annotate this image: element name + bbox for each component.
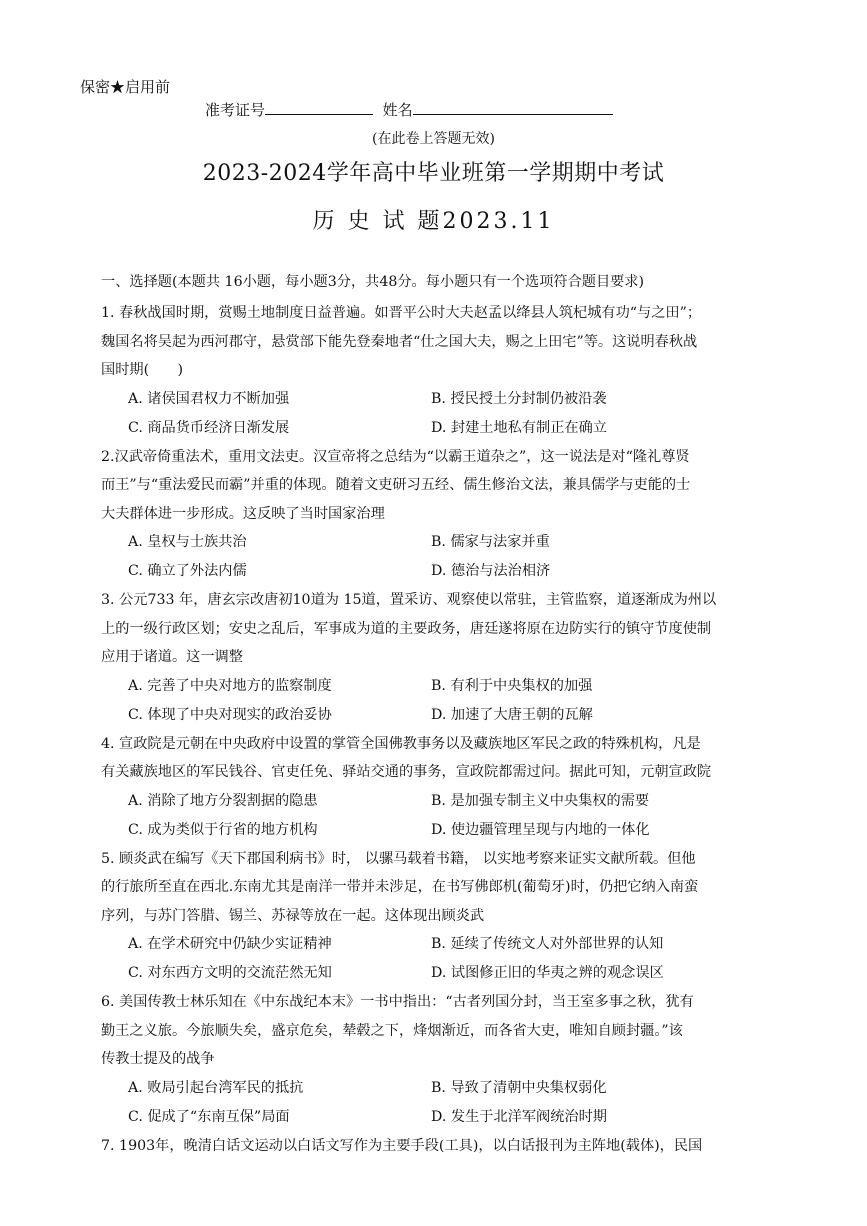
- candidate-info-line: [205, 99, 613, 120]
- question-5: [101, 845, 769, 989]
- option-d[interactable]: D. 德治与法治相济: [431, 563, 551, 579]
- question-stem-line: 国时期( ): [101, 362, 184, 378]
- option-d[interactable]: D. 发生于北洋军阀统治时期: [431, 1108, 607, 1125]
- section-heading: 一、选择题(本题共 16小题，每小题3分，共48分。每小题只有一个选项符合题目要求): [101, 274, 645, 290]
- question-stem-line: 1. 春秋战国时期，赏赐土地制度日益普遍。如晋平公时大夫赵孟以绛县人筑杞城有功“与之田”；: [101, 305, 702, 321]
- question-options: [101, 672, 769, 730]
- name-field[interactable]: [413, 100, 613, 115]
- option-b[interactable]: B. 儒家与法家并重: [431, 534, 550, 550]
- question-stem-line: 2.汉武帝倚重法术，重用文法吏。汉宣帝将之总结为“以霸王道杂之”，这一说法是对“隆礼尊贤: [101, 448, 690, 465]
- option-b[interactable]: B. 有利于中央集权的加强: [431, 677, 593, 694]
- question-3: [101, 586, 769, 730]
- option-d[interactable]: D. 封建土地私有制正在确立: [431, 419, 607, 436]
- question-stem-line: 应用于诸道。这一调整: [101, 649, 243, 665]
- option-c[interactable]: C. 促成了“东南互保”局面: [128, 1108, 290, 1125]
- answer-notice: (在此卷上答题无效): [372, 131, 495, 147]
- question-stem-line: 3. 公元733 年，唐玄宗改唐初10道为 15道，置采访、观察使以常驻，主管监察，道逐渐成为州以: [101, 592, 717, 608]
- question-2: [101, 443, 769, 587]
- option-d[interactable]: D. 试图修正旧的华夷之辨的观念误区: [431, 965, 664, 981]
- option-a[interactable]: A. 在学术研究中仍缺少实证精神: [128, 936, 332, 952]
- option-a[interactable]: A. 诸侯国君权力不断加强: [128, 390, 290, 407]
- question-stem-line: 序列，与苏门答腊、锡兰、苏禄等放在一起。这体现出顾炎武: [101, 907, 485, 924]
- question-stem-line: 5. 顾炎武在编写《天下郡国利病书》时， 以骡马载着书籍， 以实地考察来证实文献所载。但他: [101, 850, 696, 867]
- option-c[interactable]: C. 对东西方文明的交流茫然无知: [128, 965, 332, 981]
- question-stem-line: 而王”与“重法爱民而霸”并重的体现。随着文吏研习五经、儒生修治文法，兼具儒学与吏能的士: [101, 477, 691, 493]
- exam-id-label: 准考证号: [205, 101, 266, 119]
- exam-title: 2023-2024学年高中毕业班第一学期期中考试: [202, 161, 665, 186]
- question-list: [101, 299, 769, 1160]
- question-options: [101, 787, 769, 845]
- option-b[interactable]: B. 延续了传统文人对外部世界的认知: [431, 936, 664, 952]
- option-c[interactable]: C. 确立了外法内儒: [128, 563, 247, 579]
- option-c[interactable]: C. 成为类似于行省的地方机构: [128, 821, 318, 838]
- option-b[interactable]: B. 是加强专制主义中央集权的需要: [431, 792, 650, 809]
- question-options: [101, 385, 769, 443]
- question-options: [101, 1074, 769, 1132]
- option-d[interactable]: D. 使边疆管理呈现与内地的一体化: [431, 821, 650, 838]
- exam-content: [101, 272, 769, 1160]
- question-4: [101, 730, 769, 845]
- question-stem-line: 魏国名将吴起为西河郡守，悬赏部下能先登秦地者“仕之国大夫，赐之上田宅”等。这说明春秋战: [101, 333, 698, 350]
- question-options: [101, 930, 769, 988]
- option-b[interactable]: B. 授民授土分封制仍被沿袭: [431, 390, 607, 407]
- exam-id-field[interactable]: [265, 100, 373, 115]
- option-a[interactable]: A. 败局引起台湾军民的抵抗: [128, 1079, 304, 1096]
- option-b[interactable]: B. 导致了清朝中央集权弱化: [431, 1079, 607, 1096]
- question-stem-line: 大夫群体进一步形成。这反映了当时国家治理: [101, 505, 385, 522]
- question-stem-line: 4. 宣政院是元朝在中央政府中设置的掌管全国佛教事务以及藏族地区军民之政的特殊机构，凡是: [101, 735, 701, 752]
- question-stem-line: 7. 1903年，晚清白话文运动以白话文写作为主要手段(工具)，以白话报刊为主阵地(载体)，民国: [101, 1137, 703, 1154]
- option-c[interactable]: C. 体现了中央对现实的政治妥协: [128, 706, 332, 723]
- question-7: [101, 1132, 769, 1161]
- option-a[interactable]: A. 消除了地方分裂割据的隐患: [128, 792, 318, 809]
- question-1: [101, 299, 769, 443]
- option-d[interactable]: D. 加速了大唐王朝的瓦解: [431, 706, 593, 723]
- subject-title: 历 史 试 题2023.11: [312, 209, 555, 234]
- question-stem-line: 有关藏族地区的军民钱谷、官吏任免、驿站交通的事务，宣政院都需过问。据此可知，元朝宣政院: [101, 764, 712, 780]
- name-label: 姓名: [382, 101, 413, 119]
- question-stem-line: 的行旅所至直在西北.东南尤其是南洋一带并未涉足，在书写佛郎机(葡萄牙)时，仍把它纳入南蛮: [101, 879, 699, 895]
- question-stem-line: 传教士提及的战争: [101, 1051, 215, 1067]
- option-c[interactable]: C. 商品货币经济日渐发展: [128, 419, 290, 436]
- question-stem-line: 勤王之义旅。今旅顺失矣，盛京危矣，辇毂之下，烽烟渐近，而各省大吏，唯知自顾封疆。”该: [101, 1022, 683, 1039]
- question-6: [101, 988, 769, 1132]
- question-options: [101, 528, 769, 586]
- option-a[interactable]: A. 皇权与士族共治: [128, 534, 247, 550]
- question-stem-line: 上的一级行政区划；安史之乱后，军事成为道的主要政务，唐廷遂将原在边防实行的镇守节度使制: [101, 620, 712, 637]
- confidential-label: 保密★启用前: [80, 78, 171, 96]
- question-stem-line: 6. 美国传教士林乐知在《中东战纪本末》一书中指出：“古者列国分封，当王室多事之秋，犹有: [101, 994, 694, 1010]
- option-a[interactable]: A. 完善了中央对地方的监察制度: [128, 677, 332, 694]
